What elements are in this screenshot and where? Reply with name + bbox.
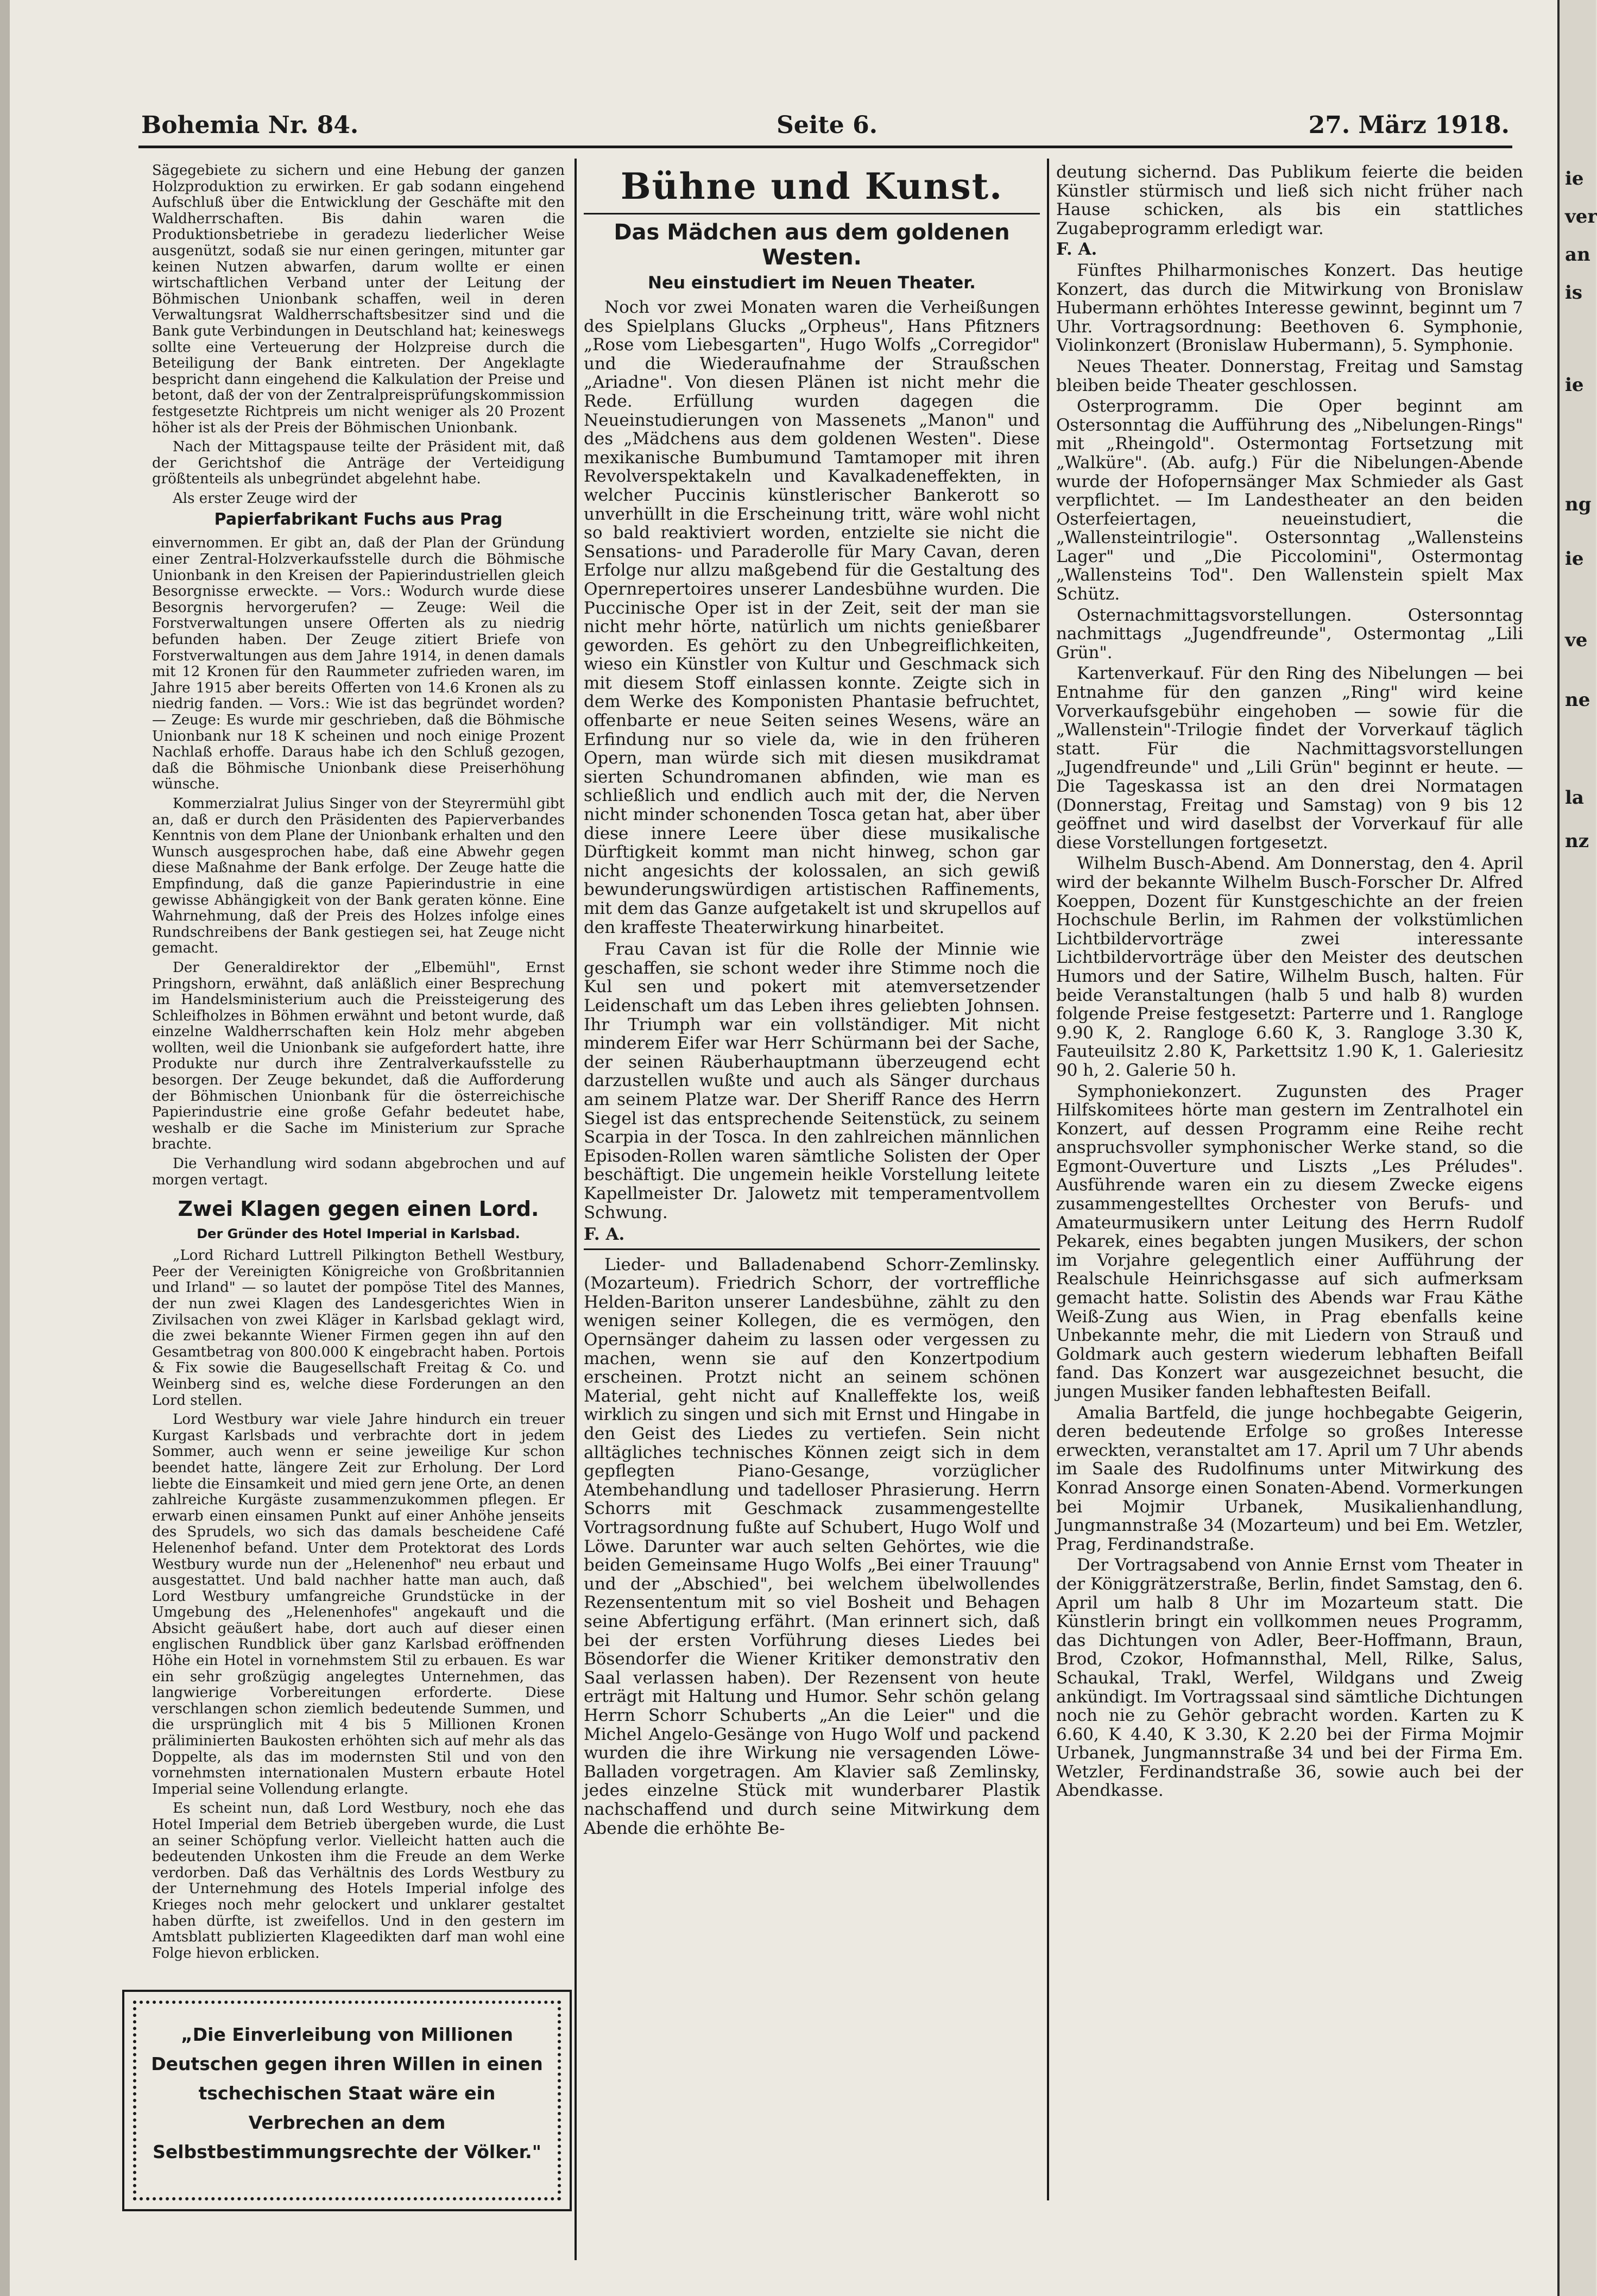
edge-fragment: nz (1565, 830, 1589, 852)
paragraph: Frau Cavan ist für die Rolle der Minnie wie geschaffen, sie schont weder ihre Stimme noch die Kul sen und pokert mit atemversetzender Leidenschaft um das Leben ihres geliebten Johnsen. Ihr Triumph war ein vollständiger. Mit nicht minderem Eifer war Herr Schürmann bei der Sache, der seinen Räuberhauptmann überzeugend echt darzustellen wußte und auch als Sänger durchaus am seinem Platze war. Der Sheriff Rance des Herrn Siegel ist das entsprechende Seitenstück, zu seinem Scarpia in der Tosca. In den zahlreichen männlichen Episoden-Rollen waren sämtliche Solisten der Oper beschäftigt. Die ungemein heikle Vorstellung leitete Kapellmeister Dr. Jalowetz mit temperamentvollem Schwung. (584, 939, 1040, 1222)
article-subheading: Neu einstudiert im Neuen Theater. (648, 273, 976, 293)
paragraph: „Lord Richard Luttrell Pilkington Bethell Westbury, Peer der Vereinigten Königreiche von Großbritannien und Irland" — so lautet der pompöse Titel des Mannes, der nun zwei Klagen des Landesgerichtes Wien in Zivilsachen von zwei Kläger in Karlsbad geklagt wird, die zwei bekannte Wiener Firmen gegen ihn auf den Gesamtbetrag von 800.000 K eingebracht haben. Portois & Fix sowie die Baugesellschaft Freitag & Co. und Weinberg sind es, welche diese Forderungen an den Lord stellen. (152, 1247, 565, 1409)
paragraph: Nach der Mittagspause teilte der Präsident mit, daß der Gerichtshof die Anträge der Verteidigung größtenteils als unbegründet abgelehnt habe. (152, 439, 565, 488)
notice-text: „Die Einverleibung von Millionen Deutschen gegen ihren Willen in einen tschechischen Staat wäre ein Verbrechen an dem Selbstbestimmungsrechte der Völker." (151, 2024, 543, 2162)
paragraph: Amalia Bartfeld, die junge hochbegabte Geigerin, deren bedeutende Erfolge so großes Interesse erweckten, veranstaltet am 17. April um 7 Uhr abends im Saale des Rudolfinums unter Mitwirkung des Konrad Ansorge einen Sonaten-Abend. Vormerkungen bei Mojmir Urbanek, Musikalienhandlung, Jungmannstraße 34 (Mozarteum) und bei Em. Wetzler, Prag, Ferdinandstraße. (1056, 1403, 1523, 1554)
edge-fragment: an (1565, 244, 1590, 266)
edge-fragment: ie (1565, 168, 1584, 190)
paragraph: Der Generaldirektor der „Elbemühl", Ernst Pringshorn, erwähnt, daß anläßlich einer Besprechung im Handelsministerium auch die Preissteigerung des Schleifholzes in Böhmen erwähnt und betont wurde, daß einzelne Waldherrschaften kein Holz mehr abgeben wollten, weil die Unionbank sie aufgefordert hatte, ihre Produkte nur durch ihre Zentralverkaufsstelle zu besorgen. Der Zeuge bekundet, daß die Aufforderung der Böhmischen Unionbank für die österreichische Papierindustrie eine große Gefahr bedeutet habe, weshalb er die Sache im Ministerium zur Sprache brachte. (152, 959, 565, 1153)
scan-edge-left (0, 0, 10, 2296)
boxed-notice (122, 1990, 572, 2211)
paragraph: Lieder- und Balladenabend Schorr-Zemlinsky. (Mozarteum). Friedrich Schorr, der vortreffliche Helden-Bariton unserer Landesbühne, zählt zu den wenigen seiner Kollegen, die es vermögen, den Opernsänger daheim zu lassen oder vergessen zu machen, wenn sie auf den Konzertpodium erscheinen. Protzt nicht an seinem schönen Material, geht nicht auf Knalleffekte los, weiß wirklich zu singen und sich mit Ernst und Hingabe in den Geist des Liedes zu vertiefen. Sein nicht alltägliches technisches Können zeigt sich in dem gepflegten Piano-Gesange, vorzüglicher Atembehandlung und tadelloser Phrasierung. Herrn Schorrs mit Geschmack zusammengestellte Vortragsordnung fußte auf Schubert, Hugo Wolf und Löwe. Darunter war auch selten Gehörtes, wie die beiden Gemeinsame Hugo Wolfs „Bei einer Trauung" und der „Abschied", bei welchem übelwollendes Rezensententum mit so viel Bosheit und Behagen seine Abfertigung erfährt. (Man erinnert sich, daß bei der ersten Vorführung dieses Liedes bei Bösendorfer die Wiener Kritiker demonstrativ den Saal verlassen haben). Der Rezensent von heute erträgt mit Haltung und Humor. Sehr schön gelang Herrn Schorr Schuberts „An die Leier" und die Michel Angelo-Gesänge von Hugo Wolf und packend wurden die ihre Wirkung nie versagenden Löwe-Balladen vorgetragen. Am Klavier saß Zemlinsky, jedes einzelne Stück mit wunderbarer Plastik nachschaffend und durch seine Mitwirkung dem Abende die erhöhte Be- (584, 1254, 1040, 1838)
column-rule-right (1047, 159, 1049, 2200)
edge-fragment: ne (1565, 689, 1590, 711)
paragraph: Sägegebiete zu sichern und eine Hebung der ganzen Holzproduktion zu erwirken. Er gab sodann eingehend Aufschluß über die Entwicklung der Geschäfte mit den Waldherrschaften. Bis dahin waren die Produktionsbetriebe in geradezu liederlicher Weise ausgenützt, sodaß sie nur einen geringen, mitunter gar keinen Nutzen abwarfen, darum wollte er einen wirtschaftlichen Verband unter der Leitung der Böhmischen Unionbank schaffen, weil in deren Verwaltungsrat Waldherrschaftsbesitzer sind und die Bank gute Verbindungen in Deutschland hat; keineswegs sollte eine Verteuerung der Holzpreise durch die Beteiligung der Bank eintreten. Der Angeklagte bespricht dann eingehend die Kalkulation der Preise und betont, daß der von der Zentralpreisprüfungskommission festgesetzte Richtpreis um nicht weniger als 20 Prozent höher ist als der Preis der Böhmischen Unionbank. (152, 162, 565, 436)
paragraph: Es scheint nun, daß Lord Westbury, noch ehe das Hotel Imperial dem Betrieb übergeben wurde, die Lust an seiner Schöpfung verlor. Vielleicht hatten auch die bedeutenden Unkosten ihm die Freude an dem Werke verdorben. Daß das Verhältnis des Lords Westbury zu der Unternehmung des Hotels Imperial infolge des Krieges noch mehr gelockert und unklarer gestaltet haben dürfte, ist zweifellos. Und in den gestern im Amtsblatt publizierten Klageedikten darf man wohl eine Folge hievon erblicken. (152, 1800, 565, 1961)
paragraph: Die Verhandlung wird sodann abgebrochen und auf morgen vertagt. (152, 1156, 565, 1188)
right-column (1056, 163, 1523, 2172)
edge-fragment: ng (1565, 494, 1592, 515)
edge-fragment: ie (1565, 548, 1584, 570)
paragraph: Kartenverkauf. Für den Ring des Nibelungen — bei Entnahme für den ganzen „Ring" wird keine Vorverkaufsgebühr eingehoben — sowie für die „Wallenstein"-Trilogie findet der Vorverkauf täglich statt. Für die Nachmittagsvorstellungen „Jugendfreunde" und „Lili Grün" beginnt er heute. — Die Tageskassa ist an den drei Normatagen (Donnerstag, Freitag und Samstag) von 9 bis 12 geöffnet und wird daselbst der Vorverkauf für alle diese Vorstellungen fortgesetzt. (1056, 664, 1523, 853)
paragraph: Wilhelm Busch-Abend. Am Donnerstag, den 4. April wird der bekannte Wilhelm Busch-Forscher Dr. Alfred Koeppen, Dozent für Kunstgeschichte an der freien Hochschule Berlin, im Rahmen der volkstümlichen Lichtbildervorträge zwei interessante Lichtbildervorträge über den Meister des deutschen Humors und der Satire, Wilhelm Busch, halten. Für beide Veranstaltungen (halb 5 und halb 8) wurden folgende Preise festgesetzt: Parterre und 1. Rangloge 9.90 K, 2. Rangloge 6.60 K, 3. Rangloge 3.30 K, Fauteuilsitz 2.80 K, Parkettsitz 1.90 K, 1. Galeriesitz 90 h, 2. Galerie 50 h. (1056, 854, 1523, 1080)
page-number: Seite 6. (777, 111, 878, 139)
paragraph: einvernommen. Er gibt an, daß der Plan der Gründung einer Zentral-Holzverkaufsstelle durch die Böhmische Unionbank in den Kreisen der Papierindustriellen gleich Besorgnisse erweckte. — Vors.: Wodurch wurde diese Besorgnis hervorgerufen? — Zeuge: Weil die Forstverwaltungen unsere Offerten als zu niedrig befunden haben. Der Zeuge zitiert Briefe von Forstverwaltungen aus dem Jahre 1914, in denen damals mit 12 Kronen für den Raummeter zufrieden waren, im Jahre 1915 aber bereits Offerten von 14.6 Kronen als zu niedrig fanden. — Vors.: Wie ist das begründet worden? — Zeuge: Es wurde mir geschrieben, daß die Böhmische Unionbank nur 18 K scheinen und noch einige Prozent Nachlaß erhoffe. Daraus habe ich den Schluß gezogen, daß die Böhmische Unionbank diese Preiserhöhung wünsche. (152, 535, 565, 793)
column-rule-left (575, 159, 577, 2260)
paragraph: Noch vor zwei Monaten waren die Verheißungen des Spielplans Glucks „Orpheus", Hans Pfitzners „Rose vom Liebesgarten", Hugo Wolfs „Corregidor" und die Wiederaufnahme der Straußschen „Ariadne". Von diesen Plänen ist nicht mehr die Rede. Erfüllung wurden dagegen die Neueinstudierungen von Massenets „Manon" und des „Mädchens aus dem goldenen Westen". Diese mexikanische Bumbumund Tamtamoper mit ihren Revolverspektakeln und Kavalkadeneffekten, in welcher Puccinis künstlerischer Bankerott so unverhüllt in die Erscheinung tritt, wäre wohl nicht so bald reaktiviert worden, entzielte sie nicht die Sensations- und Paraderolle für Mary Cavan, deren Erfolge nur allzu maßgebend für die Gestaltung des Opernrepertoires unserer Landesbühne wurden. Die Puccinische Oper ist in der Zeit, seit der man sie nicht mehr hörte, natürlich um nichts genießbarer geworden. Es gehört zu den Unbegreiflichkeiten, wieso ein Künstler von Kultur und Geschmack sich mit diesem Stoff einlassen konnte. Zeigte sich in dem Werke des Komponisten Phantasie befruchtet, offenbarte er neue Seiten seines Wesens, wäre an Erfindung nur so viele da, wie in den früheren Opern, man würde sich mit diesen musikdramat sierten Schundromanen abfinden, wie man es schließlich und endlich auch mit der, die Nerven nicht minder schonenden Tosca getan hat, aber über diese innere Leere über diese musikalische Dürftigkeit kommt man nicht hinweg, schon gar nicht angesichts der kolossalen, an sich gewiß bewunderungswürdigen artistischen Raffinements, mit dem das Ganze aufgetakelt ist und skrupellos auf den kraffeste Theaterwirkung hinarbeitet. (584, 298, 1040, 937)
paragraph: Der Vortragsabend von Annie Ernst vom Theater in der Königgrätzerstraße, Berlin, findet Samstag, den 6. April um halb 8 Uhr im Mozarteum statt. Die Künstlerin bringt ein vollkommen neues Programm, das Dichtungen von Adler, Beer-Hoffmann, Braun, Brod, Czokor, Hofmannsthal, Mell, Rilke, Salus, Schaukal, Trakl, Werfel, Wildgans und Zweig ankündigt. Im Vortragssaal sind sämtliche Dichtungen noch nie zu Gehör gebracht worden. Karten zu K 6.60, K 4.40, K 3.30, K 2.20 bei der Firma Mojmir Urbanek, Jungmannstraße 34 und bei der Firma Em. Wetzler, Ferdinandstraße 36, sowie auch bei der Abendkasse. (1056, 1555, 1523, 1801)
left-column (152, 163, 565, 1982)
edge-fragment: ver (1565, 206, 1597, 228)
section-title: Bühne und Kunst. (620, 165, 1003, 207)
paragraph: Lord Westbury war viele Jahre hindurch ein treuer Kurgast Karlsbads und verbrachte dort in jedem Sommer, auch wenn er seine jeweilige Kur schon beendet hatte, längere Zeit zur Erholung. Der Lord liebte die Einsamkeit und mied gern jene Orte, an denen zahlreiche Kurgäste zusammenzukommen pflegen. Er erwarb einen einsamen Punkt auf einer Anhöhe jenseits des Sprudels, wo sich das damals bescheidene Café Helenenhof befand. Unter dem Protektorat des Lords Westbury wurde nun der „Helenenhof" neu erbaut und ausgestattet. Und bald nachher hatte man auch, daß Lord Westbury umfangreiche Grundstücke in der Umgebung des „Helenenhofes" angekauft und die Absicht geäußert habe, dort auch auf dieser einen englischen Rundblick über ganz Karlsbad eröffnenden Höhe ein Hotel in vornehmstem Stil zu erbauen. Es war ein sehr großzügig angelegtes Unternehmen, das langwierige Vorbereitungen erforderte. Diese verschlangen schon ziemlich bedeutende Summen, und die ursprünglich mit 4 bis 5 Millionen Kronen präliminierten Baukosten erhöhten sich auf mehr als das Doppelte, als das im modernsten Stil und von den vornehmsten internationalen Mustern erbaute Hotel Imperial seine Vollendung erlangte. (152, 1411, 565, 1797)
paragraph: deutung sichernd. Das Publikum feierte die beiden Künstler stürmisch und ließ sich nicht früher nach Hause schicken, als bis ein stattliches Zugabeprogramm erledigt war. (1056, 162, 1523, 238)
article-heading: Zwei Klagen gegen einen Lord. (178, 1197, 539, 1221)
paragraph: Als erster Zeuge wird der (173, 490, 357, 507)
edge-fragment: ie (1565, 374, 1584, 396)
paragraph: Neues Theater. Donnerstag, Freitag und Samstag bleiben beide Theater geschlossen. (1056, 356, 1523, 395)
edge-fragment: is (1565, 282, 1583, 304)
paragraph: Osternachmittagsvorstellungen. Ostersonntag nachmittags „Jugendfreunde", Ostermontag „Lili Grün". (1056, 605, 1523, 663)
paragraph: Osterprogramm. Die Oper beginnt am Ostersonntag die Aufführung des „Nibelungen-Rings" mit „Rheingold". Ostermontag Fortsetzung mit „Walküre". (Ab. aufg.) Für die Nibelungen-Abende wurde der Hofopernsänger Max Schmieder als Gast verpflichtet. — Im Landestheater an den beiden Osterfeiertagen, neueinstudiert, die „Wallensteintrilogie". Ostersonntag „Wallensteins Lager" und „Die Piccolomini", Ostermontag „Wallensteins Tod". Den Wallenstein spielt Max Schütz. (1056, 396, 1523, 604)
paragraph: Fünftes Philharmonisches Konzert. Das heutige Konzert, das durch die Mitwirkung von Bronislaw Hubermann erhöhtes Interesse gewinnt, beginnt um 7 Uhr. Vortragsordnung: Beethoven 6. Symphonie, Violinkonzert (Bronislaw Hubermann), 5. Symphonie. (1056, 260, 1523, 356)
signature: F. A. (584, 1225, 625, 1245)
article-subheading: Der Gründer des Hotel Imperial in Karlsbad. (197, 1226, 520, 1242)
header-rule (138, 146, 1512, 148)
issue-date: 27. März 1918. (1308, 111, 1510, 139)
adjacent-page-edge (1557, 0, 1596, 2296)
article-rule (584, 1248, 1040, 1250)
paragraph: Symphoniekonzert. Zugunsten des Prager Hilfskomitees hörte man gestern im Zentralhotel ein Konzert, auf dessen Programm eine Reihe recht anspruchsvoller symphonischer Werke stand, so die Egmont-Ouverture und Liszts „Les Préludes". Ausführende waren ein zu diesem Zwecke eigens zusammengestelltes Orchester von Berufs- und Amateurmusikern unter Leitung des Herrn Rudolf Pekarek, eines begabten jungen Musikers, der schon im Vorjahre gelegentlich einer Aufführung der Realschule Heinrichsgasse auf sich aufmerksam gemacht hatte. Solistin des Abends war Frau Käthe Weiß-Zung aus Wien, in Prag ebenfalls keine Unbekannte mehr, die mit Liedern von Strauß und Goldmark auch gestern wiederum lebhaften Beifall fand. Das Konzert war ausgezeichnet besucht, die jungen Musiker fanden lebhaftesten Beifall. (1056, 1081, 1523, 1402)
article-heading: Papierfabrikant Fuchs aus Prag (214, 510, 503, 529)
edge-fragment: ve (1565, 629, 1588, 651)
section-rule (584, 213, 1040, 215)
edge-fragment: la (1565, 787, 1584, 809)
paragraph: Kommerzialrat Julius Singer von der Steyrermühl gibt an, daß er durch den Präsidenten des Papierverbandes Kenntnis von dem Plane der Unionbank erhalten und den Wunsch ausgesprochen habe, daß eine Abwehr gegen diese Maßnahme der Bank erfolge. Der Zeuge hatte die Empfindung, daß die ganze Papierindustrie in eine gewisse Abhängigkeit von der Bank geraten könne. Eine Wahrnehmung, daß der Preis des Holzes infolge eines Rundschreibens der Bank gestiegen sei, hat Zeuge nicht gemacht. (152, 795, 565, 957)
signature: F. A. (1056, 239, 1097, 260)
article-heading: Das Mädchen aus dem goldenen Westen. (614, 220, 1010, 270)
page-header (141, 111, 1510, 144)
middle-column (584, 163, 1040, 2221)
issue-number: Bohemia Nr. 84. (141, 111, 359, 139)
